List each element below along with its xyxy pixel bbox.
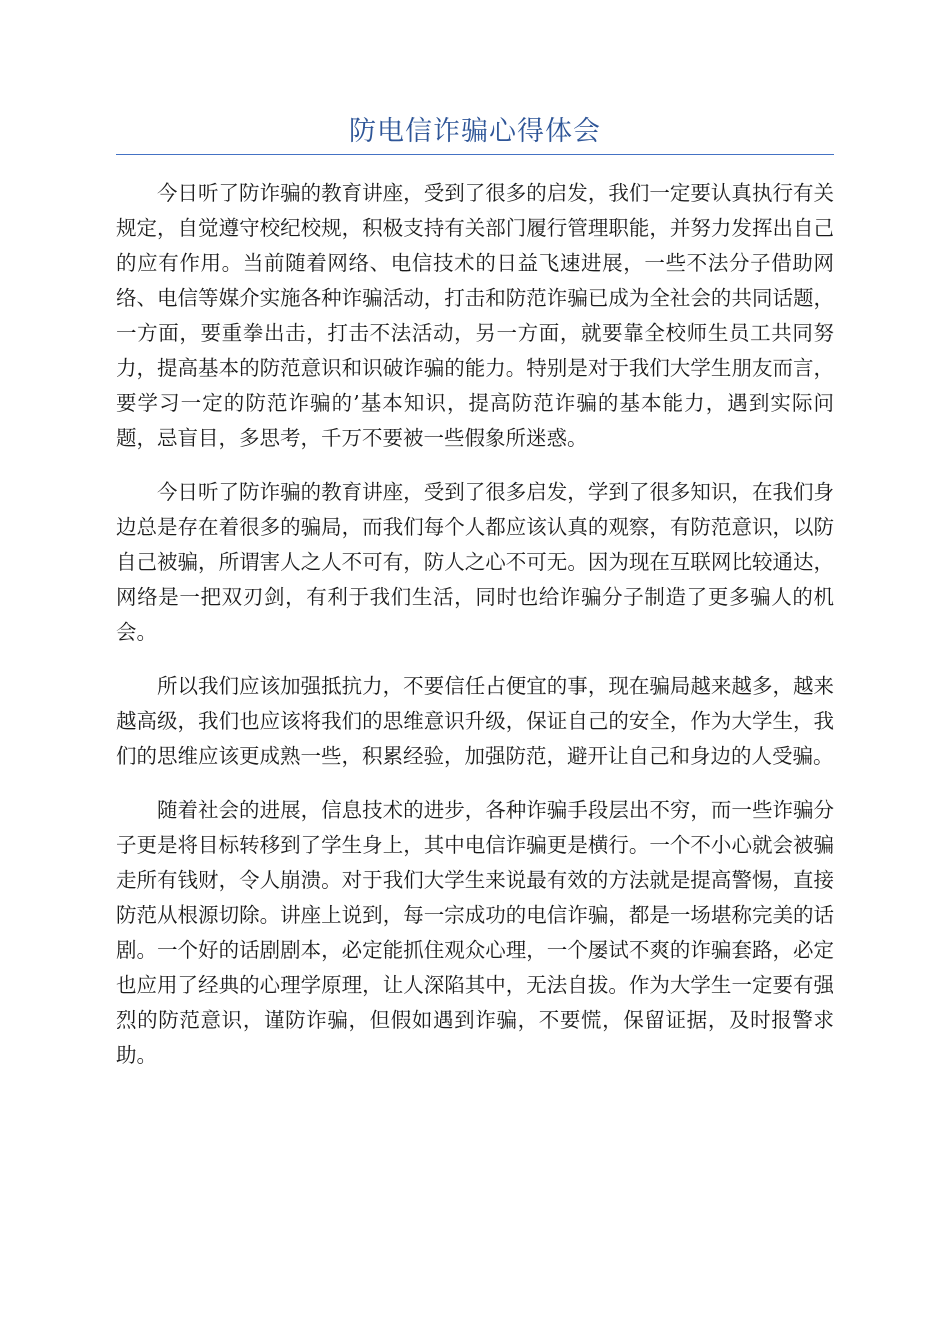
paragraph-2: 今日听了防诈骗的教育讲座，受到了很多启发，学到了很多知识，在我们身边总是存在着很多的骗局，而我们每个人都应该认真的观察，有防范意识，以防自己被骗，所谓害人之人不可有，防人之心不可无。因为现在互联网比较通达，网络是一把双刃剑，有利于我们生活，同时也给诈骗分子制造了更多骗人的机会。: [116, 480, 834, 644]
page-title: 防电信诈骗心得体会: [349, 116, 601, 147]
paragraph-1: 今日听了防诈骗的教育讲座，受到了很多的启发，我们一定要认真执行有关规定，自觉遵守校纪校规，积极支持有关部门履行管理职能，并努力发挥出自己的应有作用。当前随着网络、电信技术的日益飞速进展，一些不法分子借助网络、电信等媒介实施各种诈骗活动，打击和防范诈骗已成为全社会的共同话题，一方面，要重拳出击，打击不法活动，另一方面，就要靠全校师生员工共同努力，提高基本的防范意识和识破诈骗的能力。特别是对于我们大学生朋友而言，要学习一定的防范诈骗的’基本知识，提高防范诈骗的基本能力，遇到实际问题，忌盲目，多思考，千万不要被一些假象所迷惑。: [116, 181, 834, 450]
paragraph-4: 随着社会的进展，信息技术的进步，各种诈骗手段层出不穷，而一些诈骗分子更是将目标转移到了学生身上，其中电信诈骗更是横行。一个不小心就会被骗走所有钱财，令人崩溃。对于我们大学生来说最有效的方法就是提高警惕，直接防范从根源切除。讲座上说到，每一宗成功的电信诈骗，都是一场堪称完美的话剧。一个好的话剧剧本，必定能抓住观众心理，一个屡试不爽的诈骗套路，必定也应用了经典的心理学原理，让人深陷其中，无法自拔。作为大学生一定要有强烈的防范意识，谨防诈骗，但假如遇到诈骗，不要慌，保留证据，及时报警求助。: [116, 798, 834, 1067]
document-body: [116, 176, 834, 1092]
title-underline: [116, 154, 834, 155]
paragraph-3: 所以我们应该加强抵抗力，不要信任占便宜的事，现在骗局越来越多，越来越高级，我们也应该将我们的思维意识升级，保证自己的安全，作为大学生，我们的思维应该更成熟一些，积累经验，加强防范，避开让自己和身边的人受骗。: [116, 674, 834, 768]
